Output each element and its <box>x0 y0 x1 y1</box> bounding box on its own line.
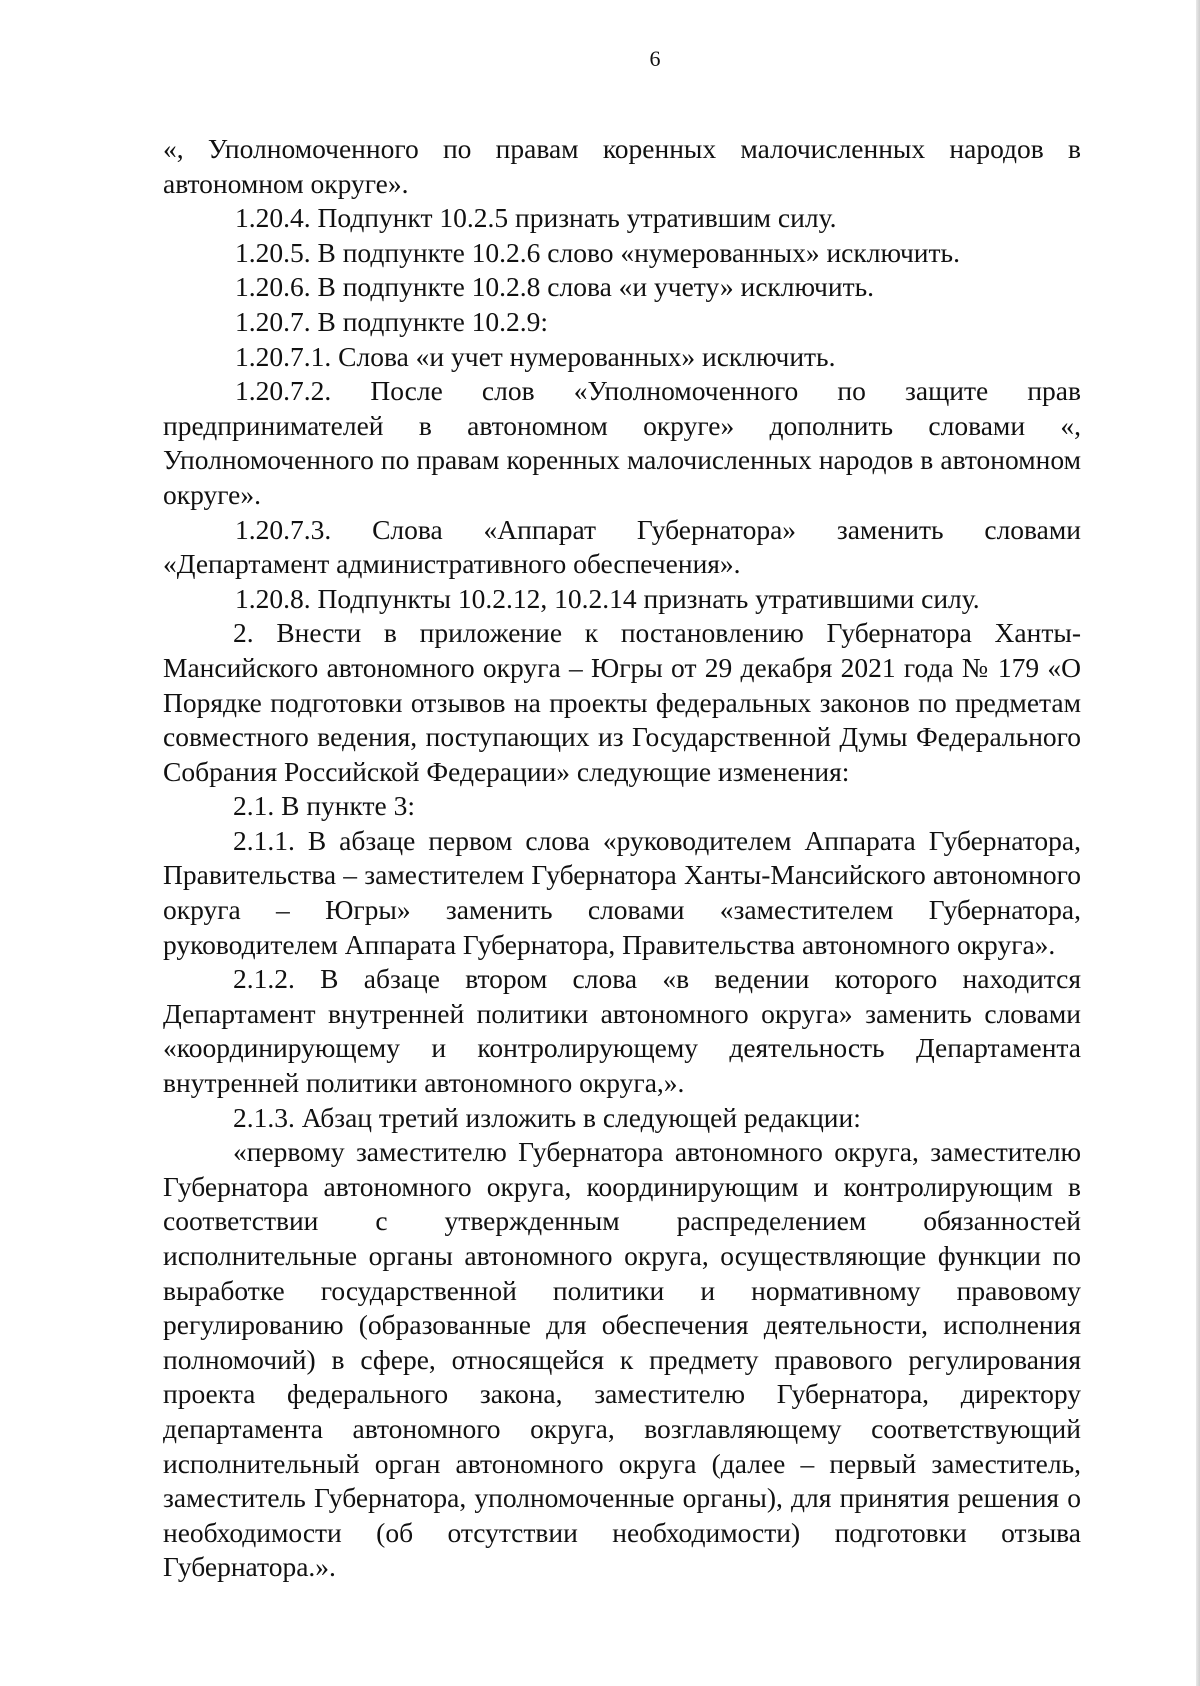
document-body <box>163 132 1081 1585</box>
paragraph-1-20-7: 1.20.7. В подпункте 10.2.9: <box>235 305 549 337</box>
paragraph-1-20-6: 1.20.6. В подпункте 10.2.8 слова «и учету» исключить. <box>235 271 874 303</box>
paragraph-1-20-4: 1.20.4. Подпункт 10.2.5 признать утратившим силу. <box>235 202 837 234</box>
paragraph-2-1-2: 2.1.2. В абзаце втором слова «в ведении которого находится Департамент внутренней политики автономного округа» заменить словами «координирующему и контролирующему деятельность Департамента внутренней политики автономного округа,». <box>163 963 1081 1099</box>
scan-edge <box>1196 0 1200 1686</box>
paragraph-continuation: «, Уполномоченного по правам коренных малочисленных народов в автономном округе». <box>163 133 1081 199</box>
paragraph-1-20-7-3: 1.20.7.3. Слова «Аппарат Губернатора» заменить словами «Департамент административного обеспечения». <box>163 513 1081 580</box>
paragraph-1-20-7-1: 1.20.7.1. Слова «и учет нумерованных» исключить. <box>235 340 836 372</box>
paragraph-2-1-1: 2.1.1. В абзаце первом слова «руководителем Аппарата Губернатора, Правительства – заместителем Губернатора Ханты-Мансийского автономного округа – Югры» заменить словами «заместителем Губернатора, руководителем Аппарата Губернатора, Правительства автономного округа». <box>163 824 1081 960</box>
paragraph-1-20-5: 1.20.5. В подпункте 10.2.6 слово «нумерованных» исключить. <box>235 236 960 268</box>
paragraph-quoted-text: «первому заместителю Губернатора автономного округа, заместителю Губернатора автономного округа, координирующим и контролирующим в соответствии с утвержденным распределением обязанностей исполнительные органы автономного округа, осуществляющие функции по выработке государственной политики и нормативному правовому регулированию (образованные для обеспечения деятельности, исполнения полномочий) в сфере, относящейся к предмету правового регулирования проекта федерального закона, заместителю Губернатора, директору департамента автономного округа, возглавляющему соответствующий исполнительный орган автономного округа (далее – первый заместитель, заместитель Губернатора, уполномоченные органы), для принятия решения о необходимости (об отсутствии необходимости) подготовки отзыва Губернатора.». <box>163 1136 1081 1583</box>
paragraph-2: 2. Внести в приложение к постановлению Губернатора Ханты-Мансийского автономного округа – Югры от 29 декабря 2021 года № 179 «О Порядке подготовки отзывов на проекты федеральных законов по предметам совместного ведения, поступающих из Государственной Думы Федерального Собрания Российской Федерации» следующие изменения: <box>163 617 1081 787</box>
paragraph-1-20-7-2: 1.20.7.2. После слов «Уполномоченного по защите прав предпринимателей в автономном округе» дополнить словами «, Уполномоченного по правам коренных малочисленных народов в автономном округе». <box>163 375 1081 510</box>
paragraph-1-20-8: 1.20.8. Подпункты 10.2.12, 10.2.14 признать утратившими силу. <box>235 582 980 614</box>
paragraph-2-1-3: 2.1.3. Абзац третий изложить в следующей редакции: <box>233 1101 861 1133</box>
paragraph-2-1: 2.1. В пункте 3: <box>233 790 416 822</box>
page-number: 6 <box>649 46 661 71</box>
